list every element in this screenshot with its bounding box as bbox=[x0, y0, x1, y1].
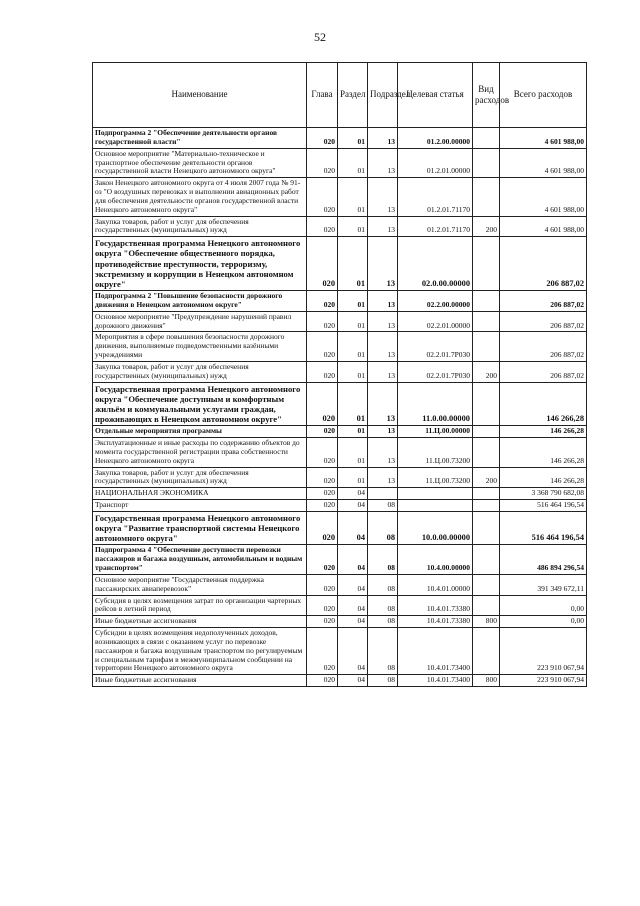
row-name: Подпрограмма 2 "Повышение безопасности дорожного движения в Ненецком автономном округе" bbox=[93, 290, 307, 311]
row-total: 206 887,02 bbox=[500, 311, 587, 332]
table-row bbox=[93, 467, 587, 488]
row-total: 516 464 196,54 bbox=[500, 511, 587, 544]
row-chapter: 020 bbox=[307, 426, 338, 438]
row-chapter: 020 bbox=[307, 595, 338, 616]
row-type: 800 bbox=[473, 675, 500, 687]
row-section: 01 bbox=[338, 178, 368, 216]
row-total: 223 910 067,94 bbox=[500, 675, 587, 687]
row-target: 01.2.01.00000 bbox=[398, 148, 473, 178]
row-name: Основное мероприятие "Материально-техническое и транспортное обеспечение деятельности органов государственной власти Ненецкого автономного округа" bbox=[93, 148, 307, 178]
table-row bbox=[93, 382, 587, 426]
row-type bbox=[473, 437, 500, 467]
row-section: 04 bbox=[338, 511, 368, 544]
row-target bbox=[398, 488, 473, 500]
row-chapter: 020 bbox=[307, 216, 338, 237]
row-subsection: 13 bbox=[368, 426, 398, 438]
row-chapter: 020 bbox=[307, 574, 338, 595]
row-name: Отдельные мероприятия программы bbox=[93, 426, 307, 438]
row-total: 206 887,02 bbox=[500, 332, 587, 362]
table-row bbox=[93, 311, 587, 332]
row-section: 01 bbox=[338, 237, 368, 291]
table-row bbox=[93, 148, 587, 178]
row-name: Иные бюджетные ассигнования bbox=[93, 616, 307, 628]
table-row bbox=[93, 675, 587, 687]
row-chapter: 020 bbox=[307, 545, 338, 575]
table-row bbox=[93, 574, 587, 595]
row-name: Субсидии в целях возмещения недополученных доходов, возникающих в связи с оказанием услуг по перевозке пассажиров и багажа воздушным транспортом по регулируемым и специальным тарифам в межмуниципальном сообщении на территории Ненецкого автономного округа bbox=[93, 628, 307, 675]
row-chapter: 020 bbox=[307, 500, 338, 512]
table-row bbox=[93, 500, 587, 512]
row-section: 04 bbox=[338, 675, 368, 687]
row-section: 01 bbox=[338, 148, 368, 178]
row-total: 146 266,28 bbox=[500, 467, 587, 488]
row-subsection: 08 bbox=[368, 500, 398, 512]
row-type bbox=[473, 311, 500, 332]
row-target: 02.0.00.00000 bbox=[398, 237, 473, 291]
row-name: Закупка товаров, работ и услуг для обеспечения государственных (муниципальных) нужд bbox=[93, 467, 307, 488]
row-type bbox=[473, 290, 500, 311]
row-name: Государственная программа Ненецкого автономного округа "Развитие транспортной системы Ненецкого автономного округа" bbox=[93, 511, 307, 544]
table-row bbox=[93, 488, 587, 500]
row-subsection: 08 bbox=[368, 616, 398, 628]
row-total: 4 601 988,00 bbox=[500, 148, 587, 178]
row-subsection: 08 bbox=[368, 675, 398, 687]
row-type bbox=[473, 511, 500, 544]
row-target bbox=[398, 500, 473, 512]
row-name: Государственная программа Ненецкого автономного округа "Обеспечение доступным и комфортным жильём и коммунальными услугами граждан, проживающих в Ненецком автономном округе" bbox=[93, 382, 307, 426]
row-chapter: 020 bbox=[307, 237, 338, 291]
row-subsection: 13 bbox=[368, 178, 398, 216]
row-type bbox=[473, 178, 500, 216]
row-total: 146 266,28 bbox=[500, 426, 587, 438]
row-total: 516 464 196,54 bbox=[500, 500, 587, 512]
row-subsection: 08 bbox=[368, 628, 398, 675]
row-section: 04 bbox=[338, 500, 368, 512]
row-target: 11.0.00.00000 bbox=[398, 382, 473, 426]
budget-table bbox=[92, 62, 587, 687]
row-target: 01.2.00.00000 bbox=[398, 128, 473, 149]
header-subsection: Подраздел bbox=[368, 63, 398, 128]
row-name: Государственная программа Ненецкого автономного округа "Обеспечение общественного порядка, противодействие преступности, терроризму, экстремизму и коррупции в Ненецком автономном округе" bbox=[93, 237, 307, 291]
row-section: 04 bbox=[338, 488, 368, 500]
row-section: 04 bbox=[338, 628, 368, 675]
row-subsection: 13 bbox=[368, 311, 398, 332]
row-section: 01 bbox=[338, 467, 368, 488]
row-target: 10.4.01.73400 bbox=[398, 628, 473, 675]
row-subsection: 13 bbox=[368, 361, 398, 382]
row-type bbox=[473, 426, 500, 438]
table-row bbox=[93, 237, 587, 291]
row-subsection: 13 bbox=[368, 237, 398, 291]
row-name: Эксплуатационные и иные расходы по содержанию объектов до момента государственной регистрации права собственности Ненецкого автономного округа bbox=[93, 437, 307, 467]
row-section: 04 bbox=[338, 545, 368, 575]
row-chapter: 020 bbox=[307, 290, 338, 311]
row-target: 10.4.01.73380 bbox=[398, 595, 473, 616]
row-chapter: 020 bbox=[307, 148, 338, 178]
row-total: 4 601 988,00 bbox=[500, 216, 587, 237]
table-row bbox=[93, 216, 587, 237]
row-section: 01 bbox=[338, 437, 368, 467]
header-chapter: Глава bbox=[307, 63, 338, 128]
row-chapter: 020 bbox=[307, 128, 338, 149]
row-type bbox=[473, 628, 500, 675]
row-subsection: 13 bbox=[368, 290, 398, 311]
row-subsection: 13 bbox=[368, 437, 398, 467]
row-subsection: 13 bbox=[368, 382, 398, 426]
header-total: Всего расходов bbox=[500, 63, 587, 128]
row-total: 146 266,28 bbox=[500, 382, 587, 426]
header-name: Наименование bbox=[93, 63, 307, 128]
table-row bbox=[93, 332, 587, 362]
row-chapter: 020 bbox=[307, 488, 338, 500]
row-subsection: 13 bbox=[368, 148, 398, 178]
header-section: Раздел bbox=[338, 63, 368, 128]
row-type bbox=[473, 128, 500, 149]
row-name: Закупка товаров, работ и услуг для обеспечения государственных (муниципальных) нужд bbox=[93, 216, 307, 237]
row-chapter: 020 bbox=[307, 511, 338, 544]
table-header-row bbox=[93, 63, 587, 128]
row-chapter: 020 bbox=[307, 628, 338, 675]
row-type bbox=[473, 595, 500, 616]
row-chapter: 020 bbox=[307, 311, 338, 332]
row-total: 391 349 672,11 bbox=[500, 574, 587, 595]
row-subsection: 13 bbox=[368, 467, 398, 488]
row-total: 206 887,02 bbox=[500, 290, 587, 311]
row-section: 04 bbox=[338, 574, 368, 595]
table-row bbox=[93, 511, 587, 544]
row-subsection: 08 bbox=[368, 511, 398, 544]
row-chapter: 020 bbox=[307, 332, 338, 362]
row-type bbox=[473, 545, 500, 575]
row-subsection: 13 bbox=[368, 332, 398, 362]
row-section: 04 bbox=[338, 616, 368, 628]
header-target: Целевая статья bbox=[398, 63, 473, 128]
row-target: 11.Ц.00.73200 bbox=[398, 437, 473, 467]
row-chapter: 020 bbox=[307, 675, 338, 687]
row-chapter: 020 bbox=[307, 382, 338, 426]
row-type bbox=[473, 574, 500, 595]
row-subsection: 13 bbox=[368, 216, 398, 237]
row-type: 200 bbox=[473, 467, 500, 488]
row-total: 146 266,28 bbox=[500, 437, 587, 467]
row-section: 01 bbox=[338, 361, 368, 382]
row-section: 04 bbox=[338, 595, 368, 616]
row-chapter: 020 bbox=[307, 467, 338, 488]
row-subsection: 08 bbox=[368, 545, 398, 575]
row-target: 02.2.01.7Р030 bbox=[398, 361, 473, 382]
row-name: Иные бюджетные ассигнования bbox=[93, 675, 307, 687]
row-total: 206 887,02 bbox=[500, 361, 587, 382]
row-name: Подпрограмма 4 "Обеспечение доступности перевозки пассажиров и багажа воздушным, автомобильным и водным транспортом" bbox=[93, 545, 307, 575]
table-row bbox=[93, 437, 587, 467]
table-row bbox=[93, 128, 587, 149]
row-type bbox=[473, 500, 500, 512]
row-target: 11.Ц.00.00000 bbox=[398, 426, 473, 438]
table-row bbox=[93, 595, 587, 616]
header-type: Вид расходов bbox=[473, 63, 500, 128]
row-target: 01.2.01.71170 bbox=[398, 178, 473, 216]
row-section: 01 bbox=[338, 290, 368, 311]
row-target: 02.2.01.00000 bbox=[398, 311, 473, 332]
row-total: 4 601 988,00 bbox=[500, 178, 587, 216]
row-total: 0,00 bbox=[500, 595, 587, 616]
row-name: Основное мероприятие "Государственная поддержка пассажирских авиаперевозок" bbox=[93, 574, 307, 595]
row-target: 10.4.00.00000 bbox=[398, 545, 473, 575]
row-subsection: 08 bbox=[368, 574, 398, 595]
row-target: 01.2.01.71170 bbox=[398, 216, 473, 237]
row-total: 486 894 296,54 bbox=[500, 545, 587, 575]
row-target: 02.2.00.00000 bbox=[398, 290, 473, 311]
row-type: 800 bbox=[473, 616, 500, 628]
row-type bbox=[473, 488, 500, 500]
row-total: 223 910 067,94 bbox=[500, 628, 587, 675]
table-row bbox=[93, 628, 587, 675]
row-name: Закупка товаров, работ и услуг для обеспечения государственных (муниципальных) нужд bbox=[93, 361, 307, 382]
row-subsection: 13 bbox=[368, 128, 398, 149]
row-name: Закон Ненецкого автономного округа от 4 июля 2007 года № 91-оз "О воздушных перевозках и выполнении авиационных работ для обеспечения деятельности органов государственной власти Ненецкого автономного округа" bbox=[93, 178, 307, 216]
row-chapter: 020 bbox=[307, 361, 338, 382]
row-section: 01 bbox=[338, 216, 368, 237]
row-chapter: 020 bbox=[307, 616, 338, 628]
page-number: 52 bbox=[314, 30, 326, 44]
table-row bbox=[93, 426, 587, 438]
row-name: Субсидия в целях возмещения затрат по организации чартерных рейсов в летний период bbox=[93, 595, 307, 616]
row-type bbox=[473, 148, 500, 178]
table-row bbox=[93, 361, 587, 382]
row-subsection bbox=[368, 488, 398, 500]
row-name: Транспорт bbox=[93, 500, 307, 512]
row-type bbox=[473, 332, 500, 362]
table-row bbox=[93, 616, 587, 628]
table-row bbox=[93, 545, 587, 575]
row-total: 3 368 790 682,08 bbox=[500, 488, 587, 500]
row-section: 01 bbox=[338, 426, 368, 438]
row-target: 10.4.01.73380 bbox=[398, 616, 473, 628]
row-section: 01 bbox=[338, 128, 368, 149]
row-chapter: 020 bbox=[307, 437, 338, 467]
row-target: 02.2.01.7Р030 bbox=[398, 332, 473, 362]
row-type: 200 bbox=[473, 361, 500, 382]
table-row bbox=[93, 178, 587, 216]
row-target: 10.0.00.00000 bbox=[398, 511, 473, 544]
row-name: НАЦИОНАЛЬНАЯ ЭКОНОМИКА bbox=[93, 488, 307, 500]
row-subsection: 08 bbox=[368, 595, 398, 616]
row-type bbox=[473, 382, 500, 426]
row-name: Мероприятия в сфере повышения безопасности дорожного движения, выполняемые подведомственными казёнными учреждениями bbox=[93, 332, 307, 362]
row-section: 01 bbox=[338, 332, 368, 362]
row-total: 4 601 988,00 bbox=[500, 128, 587, 149]
row-chapter: 020 bbox=[307, 178, 338, 216]
row-type: 200 bbox=[473, 216, 500, 237]
table-row bbox=[93, 290, 587, 311]
row-target: 10.4.01.73400 bbox=[398, 675, 473, 687]
row-section: 01 bbox=[338, 382, 368, 426]
row-section: 01 bbox=[338, 311, 368, 332]
row-total: 0,00 bbox=[500, 616, 587, 628]
row-name: Подпрограмма 2 "Обеспечение деятельности органов государственной власти" bbox=[93, 128, 307, 149]
row-target: 11.Ц.00.73200 bbox=[398, 467, 473, 488]
row-name: Основное мероприятие "Предупреждение нарушений правил дорожного движения" bbox=[93, 311, 307, 332]
row-total: 206 887,02 bbox=[500, 237, 587, 291]
row-target: 10.4.01.00000 bbox=[398, 574, 473, 595]
row-type bbox=[473, 237, 500, 291]
